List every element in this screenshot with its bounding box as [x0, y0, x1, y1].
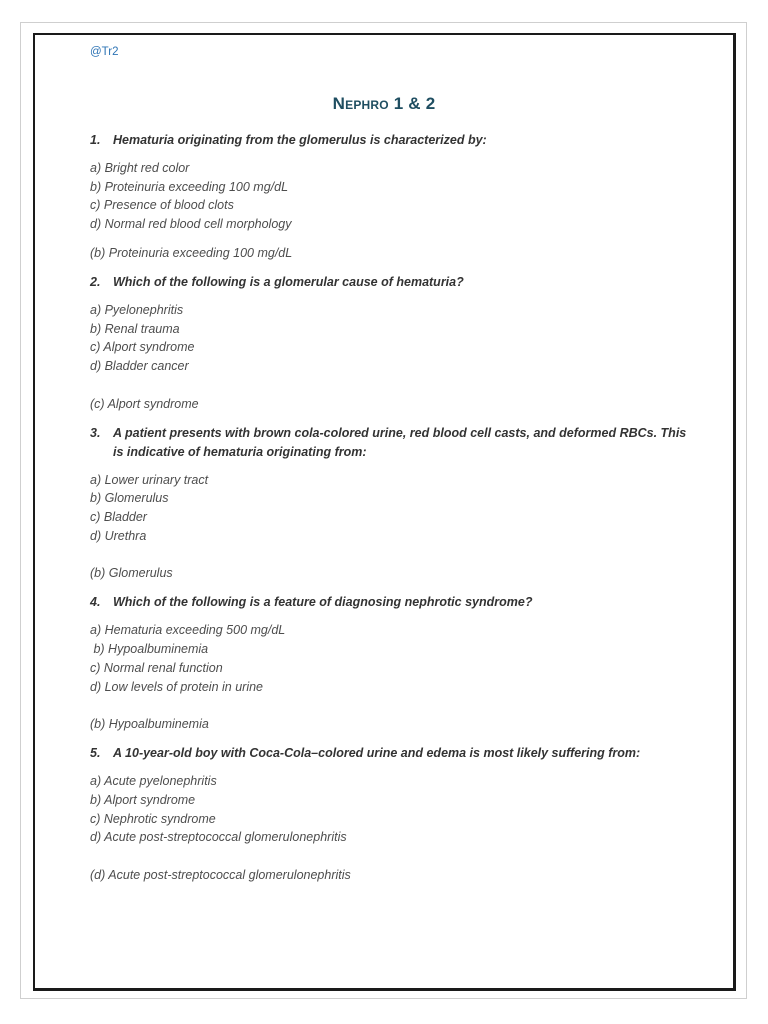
question-4	[90, 593, 690, 612]
question-5	[90, 744, 690, 763]
question-text: Which of the following is a glomerular cause of hematuria?	[113, 274, 464, 289]
option-d: d) Bladder cancer	[90, 358, 189, 373]
option-b: b) Alport syndrome	[90, 792, 196, 807]
page-title: Nephro 1 & 2	[332, 94, 436, 113]
question-1	[90, 131, 690, 150]
answer-4: (b) Hypoalbuminemia	[90, 717, 209, 732]
quiz-content	[90, 131, 690, 885]
author-handle: @Tr2	[90, 46, 119, 58]
question-3	[90, 424, 690, 462]
options-list	[90, 159, 690, 234]
answer-3: (b) Glomerulus	[90, 566, 173, 581]
question-text: A 10-year-old boy with Coca-Cola–colored urine and edema is most likely suffering from:	[113, 746, 641, 761]
option-b: b) Renal trauma	[90, 321, 180, 336]
option-d: d) Urethra	[90, 528, 147, 543]
option-a: a) Acute pyelonephritis	[90, 774, 217, 789]
option-a: a) Bright red color	[90, 161, 190, 175]
option-c: c) Presence of blood clots	[90, 198, 234, 213]
option-a: a) Pyelonephritis	[90, 302, 184, 317]
options-list	[90, 301, 690, 376]
options-list	[90, 621, 690, 696]
question-block-2	[90, 273, 690, 414]
option-c: c) Alport syndrome	[90, 340, 195, 355]
question-2	[90, 273, 690, 292]
option-d: d) Low levels of protein in urine	[90, 679, 264, 694]
option-c: c) Normal renal function	[90, 660, 223, 675]
question-text: Which of the following is a feature of diagnosing nephrotic syndrome?	[113, 595, 533, 610]
option-b: b) Proteinuria exceeding 100 mg/dL	[90, 179, 289, 194]
question-text: Hematuria originating from the glomerulus is characterized by:	[113, 133, 487, 147]
answer-2: (c) Alport syndrome	[90, 396, 199, 411]
question-number: 4.	[90, 595, 101, 610]
option-d: d) Normal red blood cell morphology	[90, 217, 292, 232]
option-c: c) Bladder	[90, 510, 147, 525]
option-a: a) Lower urinary tract	[90, 472, 209, 487]
question-block-4	[90, 593, 690, 734]
option-a: a) Hematuria exceeding 500 mg/dL	[90, 623, 286, 638]
question-number: 1.	[90, 133, 101, 147]
options-list	[90, 772, 690, 847]
option-d: d) Acute post-streptococcal glomerulonephritis	[90, 830, 347, 845]
question-block-3	[90, 424, 690, 584]
options-list	[90, 471, 690, 546]
question-text: A patient presents with brown cola-colored urine, red blood cell casts, and deformed RBCs. This is indicative of hematuria originating from:	[113, 425, 687, 459]
answer-1: (b) Proteinuria exceeding 100 mg/dL	[90, 245, 293, 260]
answer-5: (d) Acute post-streptococcal glomerulonephritis	[90, 868, 351, 883]
option-c: c) Nephrotic syndrome	[90, 811, 216, 826]
question-number: 5.	[90, 746, 101, 761]
question-number: 2.	[90, 274, 101, 289]
question-block-1	[90, 131, 690, 263]
option-b: b) Hypoalbuminemia	[90, 642, 209, 657]
option-b: b) Glomerulus	[90, 491, 169, 506]
question-block-5	[90, 744, 690, 885]
question-number: 3.	[90, 425, 101, 440]
